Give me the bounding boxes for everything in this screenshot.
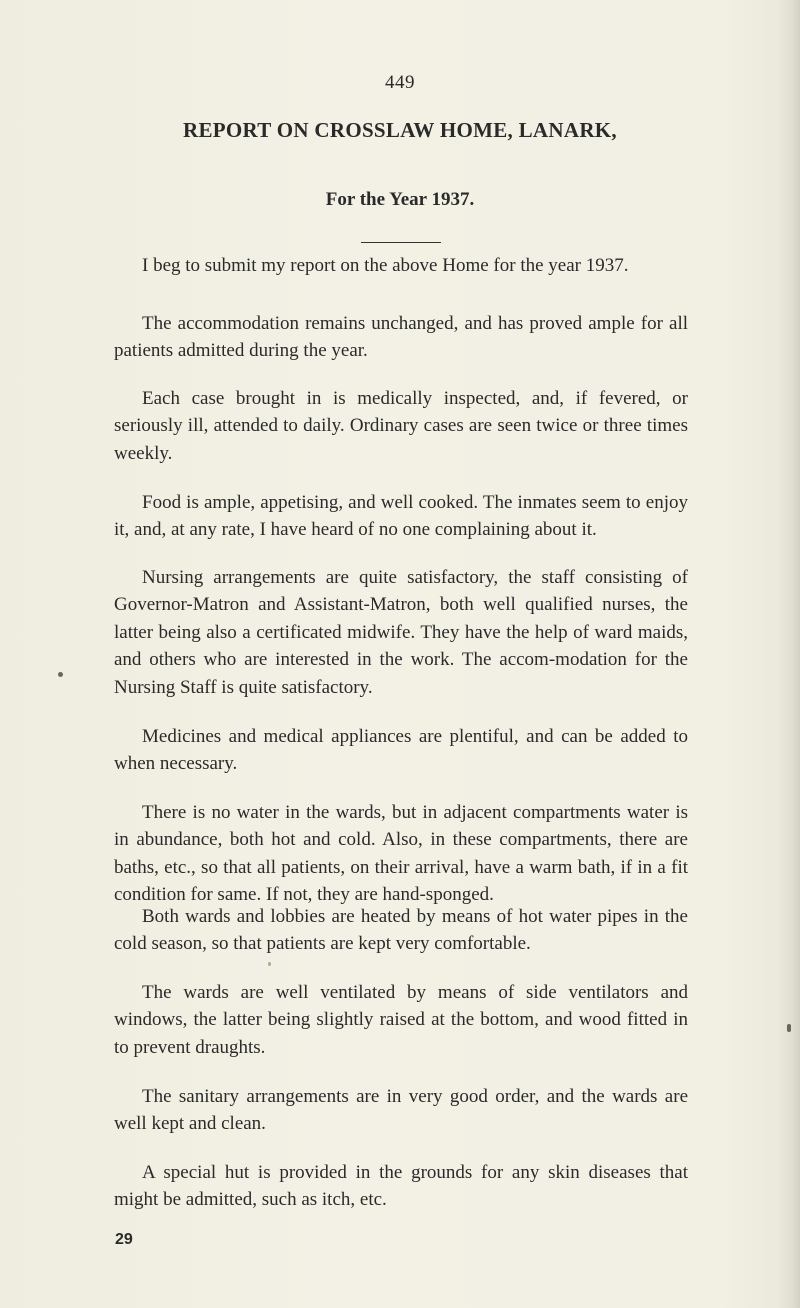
paper-speck [268, 962, 271, 966]
paragraph-water: There is no water in the wards, but in adjacent compartments water is in abundance, both hot and cold. Also, in these compartments, there are baths, etc., so that all patients, on their arrival, have a warm bath, if in a fit condition for same. If not, they are hand-sponged. [114, 802, 688, 906]
report-title: REPORT ON CROSSLAW HOME, LANARK, [183, 118, 617, 142]
paragraph-accommodation: The accommodation remains unchanged, and has proved ample for all patients admitted during the year. [114, 313, 688, 362]
report-subtitle: For the Year 1937. [325, 189, 475, 210]
paragraph-food: Food is ample, appetising, and well cooked. The inmates seem to enjoy it, and, at any rate, I have heard of no one complaining about it. [114, 492, 688, 541]
paragraph-heating: Both wards and lobbies are heated by means of hot water pipes in the cold season, so that patients are kept very comfortable. [114, 906, 688, 955]
title-divider [361, 242, 441, 243]
paragraph-special-hut: A special hut is provided in the grounds for any skin diseases that might be admitted, such as itch, etc. [114, 1162, 688, 1211]
signature-number: 29 [115, 1231, 133, 1248]
paper-speck [58, 672, 63, 677]
paragraph-nursing: Nursing arrangements are quite satisfactory, the staff consisting of Governor-Matron and Assistant-Matron, both well qualified nurses, the latter being also a certificated midwife. They have the help of ward maids, and others who are interested in the work. The accom-modation for the Nursing Staff is quite satisfactory. [114, 567, 688, 698]
paper-speck [787, 1024, 791, 1032]
paragraph-inspection: Each case brought in is medically inspected, and, if fevered, or seriously ill, attended to daily. Ordinary cases are seen twice or three times weekly. [114, 388, 688, 464]
paragraph-medicines: Medicines and medical appliances are plentiful, and can be added to when necessary. [114, 726, 688, 775]
paragraph-intro: I beg to submit my report on the above Home for the year 1937. [142, 255, 629, 276]
page-number: 449 [385, 72, 415, 93]
paragraph-ventilation: The wards are well ventilated by means of side ventilators and windows, the latter being slightly raised at the bottom, and wood fitted in to prevent draughts. [114, 982, 688, 1058]
paragraph-sanitary: The sanitary arrangements are in very good order, and the wards are well kept and clean. [114, 1086, 688, 1135]
